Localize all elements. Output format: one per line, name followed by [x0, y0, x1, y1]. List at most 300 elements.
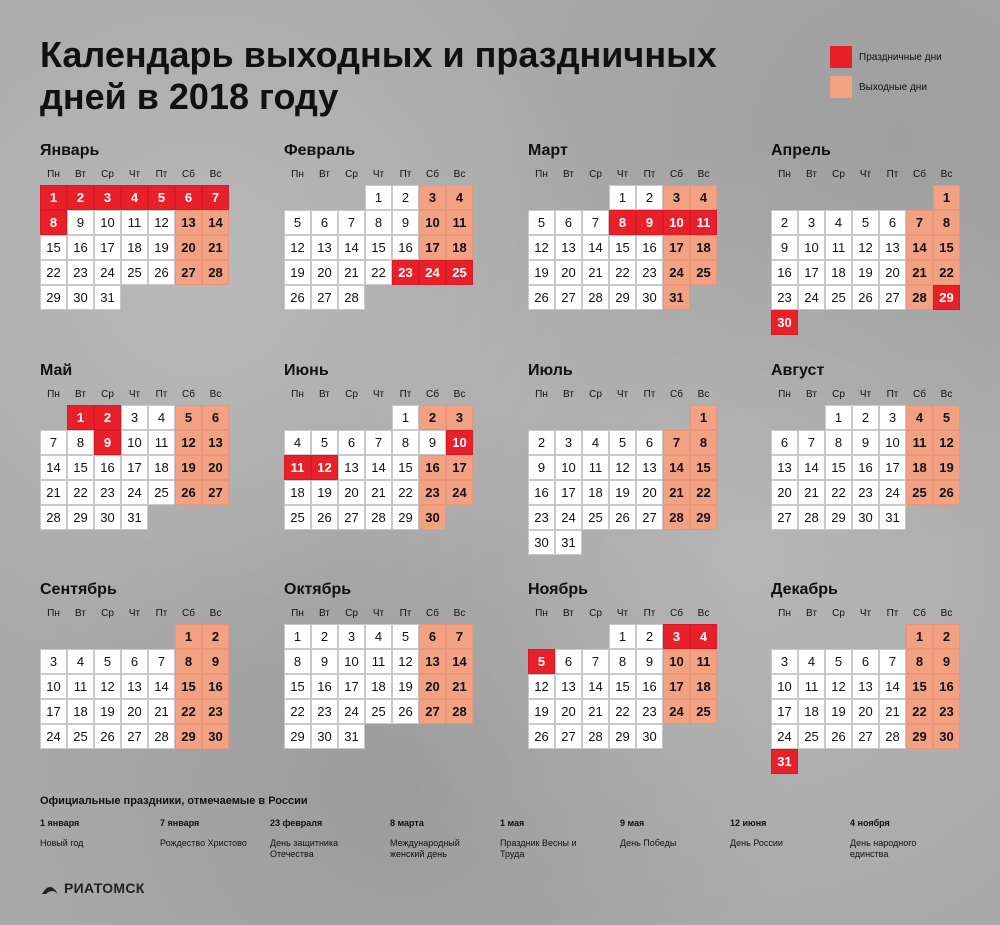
- day-cell-weekend: 16: [419, 455, 446, 480]
- day-cell-holiday: 4: [121, 185, 148, 210]
- day-cell-workday: 16: [94, 455, 121, 480]
- day-cell-workday: 8: [825, 430, 852, 455]
- holiday-item: [160, 818, 255, 849]
- day-cell-workday: 13: [636, 455, 663, 480]
- weekday-label: Вт: [75, 169, 86, 180]
- day-cell-workday: 9: [852, 430, 879, 455]
- day-cell-workday: 5: [852, 210, 879, 235]
- day-cell-workday: 2: [311, 624, 338, 649]
- day-cell-workday: 4: [582, 430, 609, 455]
- empty-cell: [582, 624, 609, 649]
- day-cell-workday: 12: [528, 235, 555, 260]
- day-cell-weekend: 17: [446, 455, 473, 480]
- day-cell-workday: 15: [609, 235, 636, 260]
- day-cell-workday: 25: [121, 260, 148, 285]
- day-cell-workday: 16: [311, 674, 338, 699]
- day-cell-workday: 17: [40, 699, 67, 724]
- holiday-item: [390, 818, 490, 860]
- weekday-label: Сб: [426, 169, 439, 180]
- day-cell-workday: 11: [67, 674, 94, 699]
- day-cell-workday: 14: [879, 674, 906, 699]
- day-cell-workday: 16: [636, 235, 663, 260]
- day-cell-workday: 18: [148, 455, 175, 480]
- day-cell-workday: 29: [392, 505, 419, 530]
- day-cell-holiday: 31: [771, 749, 798, 774]
- day-cell-workday: 18: [825, 260, 852, 285]
- day-cell-workday: 22: [365, 260, 392, 285]
- day-cell-workday: 29: [67, 505, 94, 530]
- weekday-label: Пн: [47, 169, 60, 180]
- day-cell-workday: 24: [798, 285, 825, 310]
- day-cell-workday: 25: [825, 285, 852, 310]
- weekday-header: [284, 167, 484, 185]
- day-cell-weekend: 8: [690, 430, 717, 455]
- holiday-name: Праздник Весны и Труда: [500, 838, 577, 859]
- day-cell-workday: 28: [40, 505, 67, 530]
- day-cell-workday: 17: [555, 480, 582, 505]
- day-cell-holiday: 8: [609, 210, 636, 235]
- day-cell-weekend: 13: [202, 430, 229, 455]
- day-cell-workday: 19: [528, 260, 555, 285]
- weekday-label: Вс: [209, 389, 222, 400]
- weekday-label: Вт: [563, 169, 574, 180]
- empty-cell: [555, 185, 582, 210]
- day-cell-holiday: 3: [94, 185, 121, 210]
- day-cell-weekend: 21: [906, 260, 933, 285]
- day-cell-workday: 15: [284, 674, 311, 699]
- day-cell-workday: 24: [555, 505, 582, 530]
- day-cell-weekend: 9: [933, 649, 960, 674]
- day-grid: [40, 185, 240, 310]
- weekday-label: Сб: [670, 608, 683, 619]
- day-cell-weekend: 15: [175, 674, 202, 699]
- day-cell-workday: 11: [121, 210, 148, 235]
- day-cell-workday: 9: [636, 649, 663, 674]
- day-cell-holiday: 1: [40, 185, 67, 210]
- empty-cell: [284, 405, 311, 430]
- day-cell-workday: 8: [67, 430, 94, 455]
- day-cell-workday: 25: [365, 699, 392, 724]
- day-cell-weekend: 16: [202, 674, 229, 699]
- holiday-name: День России: [730, 838, 783, 848]
- day-cell-holiday: 8: [40, 210, 67, 235]
- holiday-name: День защитника Отечества: [270, 838, 339, 859]
- day-cell-workday: 18: [798, 699, 825, 724]
- weekday-label: Ср: [832, 608, 845, 619]
- weekday-label: Сб: [913, 608, 926, 619]
- day-cell-workday: 16: [67, 235, 94, 260]
- holiday-item: [620, 818, 720, 849]
- day-cell-workday: 5: [825, 649, 852, 674]
- day-cell-workday: 23: [771, 285, 798, 310]
- weekday-label: Пт: [399, 608, 412, 619]
- month-november: [528, 580, 728, 749]
- day-cell-workday: 11: [825, 235, 852, 260]
- day-cell-workday: 26: [392, 699, 419, 724]
- day-cell-workday: 22: [609, 699, 636, 724]
- month-name: Ноябрь: [528, 581, 588, 598]
- day-cell-weekend: 25: [690, 699, 717, 724]
- day-cell-workday: 19: [148, 235, 175, 260]
- holiday-name: Новый год: [40, 838, 84, 848]
- month-name: Октябрь: [284, 581, 352, 598]
- day-cell-holiday: 24: [419, 260, 446, 285]
- day-cell-workday: 15: [365, 235, 392, 260]
- day-cell-workday: 17: [338, 674, 365, 699]
- day-cell-weekend: 3: [663, 185, 690, 210]
- weekday-label: Сб: [182, 169, 195, 180]
- weekday-header: [284, 606, 484, 624]
- day-cell-workday: 17: [121, 455, 148, 480]
- day-cell-weekend: 14: [446, 649, 473, 674]
- weekday-label: Вт: [806, 608, 817, 619]
- day-cell-workday: 13: [852, 674, 879, 699]
- day-cell-workday: 12: [284, 235, 311, 260]
- day-cell-workday: 31: [555, 530, 582, 555]
- day-cell-workday: 9: [67, 210, 94, 235]
- day-cell-weekend: 25: [906, 480, 933, 505]
- day-cell-workday: 22: [392, 480, 419, 505]
- day-cell-workday: 9: [311, 649, 338, 674]
- holiday-item: [500, 818, 595, 860]
- day-cell-workday: 15: [825, 455, 852, 480]
- day-cell-workday: 10: [771, 674, 798, 699]
- weekday-label: Чт: [128, 389, 141, 400]
- legend: [830, 46, 942, 106]
- day-cell-workday: 16: [852, 455, 879, 480]
- day-cell-weekend: 30: [419, 505, 446, 530]
- day-cell-workday: 11: [148, 430, 175, 455]
- weekday-label: Пн: [535, 608, 548, 619]
- weekday-label: Вт: [806, 169, 817, 180]
- holiday-item: [730, 818, 830, 849]
- day-cell-workday: 10: [94, 210, 121, 235]
- day-cell-workday: 6: [636, 430, 663, 455]
- day-cell-workday: 4: [798, 649, 825, 674]
- empty-cell: [311, 185, 338, 210]
- empty-cell: [798, 405, 825, 430]
- day-cell-workday: 11: [365, 649, 392, 674]
- day-cell-weekend: 23: [419, 480, 446, 505]
- weekday-label: Пн: [535, 169, 548, 180]
- empty-cell: [555, 624, 582, 649]
- day-cell-weekend: 11: [906, 430, 933, 455]
- day-cell-workday: 18: [121, 235, 148, 260]
- day-cell-workday: 7: [798, 430, 825, 455]
- day-cell-workday: 19: [392, 674, 419, 699]
- day-cell-weekend: 13: [419, 649, 446, 674]
- day-cell-weekend: 21: [446, 674, 473, 699]
- holiday-date: 1 мая: [500, 818, 525, 828]
- day-cell-holiday: 3: [663, 624, 690, 649]
- day-cell-workday: 10: [338, 649, 365, 674]
- day-cell-workday: 14: [148, 674, 175, 699]
- month-april: [771, 141, 971, 335]
- empty-cell: [284, 185, 311, 210]
- day-cell-weekend: 7: [446, 624, 473, 649]
- day-cell-weekend: 17: [663, 674, 690, 699]
- day-cell-workday: 26: [148, 260, 175, 285]
- day-cell-workday: 4: [148, 405, 175, 430]
- day-cell-workday: 14: [338, 235, 365, 260]
- weekday-label: Пт: [155, 389, 168, 400]
- day-cell-workday: 27: [636, 505, 663, 530]
- weekday-label: Пт: [399, 389, 412, 400]
- holiday-name: День народного единства: [850, 838, 917, 859]
- day-cell-workday: 27: [311, 285, 338, 310]
- weekday-header: [528, 387, 728, 405]
- day-cell-workday: 17: [771, 699, 798, 724]
- day-cell-workday: 11: [582, 455, 609, 480]
- weekday-label: Вс: [209, 169, 222, 180]
- day-cell-workday: 19: [94, 699, 121, 724]
- day-cell-workday: 20: [555, 260, 582, 285]
- day-cell-weekend: 18: [906, 455, 933, 480]
- weekday-label: Чт: [859, 169, 872, 180]
- day-cell-weekend: 23: [933, 699, 960, 724]
- weekday-label: Ср: [589, 169, 602, 180]
- month-name: Март: [528, 142, 568, 159]
- day-cell-workday: 20: [338, 480, 365, 505]
- day-cell-workday: 19: [852, 260, 879, 285]
- day-cell-weekend: 8: [933, 210, 960, 235]
- day-cell-workday: 12: [148, 210, 175, 235]
- empty-cell: [609, 405, 636, 430]
- day-cell-workday: 14: [40, 455, 67, 480]
- day-cell-weekend: 4: [446, 185, 473, 210]
- month-may: [40, 361, 240, 530]
- day-cell-workday: 21: [582, 260, 609, 285]
- weekday-label: Пн: [47, 608, 60, 619]
- day-cell-workday: 23: [528, 505, 555, 530]
- logo-text: РИАТОМСК: [64, 880, 145, 896]
- weekday-label: Вс: [940, 608, 953, 619]
- holiday-name: Рождество Христово: [160, 838, 247, 848]
- weekday-label: Вт: [75, 389, 86, 400]
- day-grid: [284, 624, 484, 749]
- day-cell-workday: 24: [879, 480, 906, 505]
- weekday-label: Ср: [832, 169, 845, 180]
- day-cell-workday: 2: [636, 185, 663, 210]
- day-cell-weekend: 21: [663, 480, 690, 505]
- ria-logo-icon: [40, 878, 60, 898]
- day-cell-holiday: 5: [148, 185, 175, 210]
- day-cell-workday: 4: [825, 210, 852, 235]
- weekday-label: Ср: [589, 608, 602, 619]
- weekday-label: Пт: [886, 608, 899, 619]
- day-cell-workday: 27: [555, 285, 582, 310]
- day-cell-workday: 19: [528, 699, 555, 724]
- day-cell-workday: 14: [582, 674, 609, 699]
- day-cell-workday: 20: [636, 480, 663, 505]
- month-name: Декабрь: [771, 581, 838, 598]
- day-cell-workday: 5: [609, 430, 636, 455]
- day-cell-workday: 26: [284, 285, 311, 310]
- day-cell-holiday: 4: [690, 624, 717, 649]
- holiday-date: 12 июня: [730, 818, 767, 828]
- empty-cell: [771, 185, 798, 210]
- day-cell-workday: 5: [392, 624, 419, 649]
- empty-cell: [663, 405, 690, 430]
- day-cell-weekend: 21: [202, 235, 229, 260]
- day-cell-workday: 23: [311, 699, 338, 724]
- day-cell-workday: 13: [121, 674, 148, 699]
- day-cell-workday: 2: [636, 624, 663, 649]
- day-cell-workday: 17: [879, 455, 906, 480]
- day-cell-workday: 6: [311, 210, 338, 235]
- day-cell-workday: 30: [636, 285, 663, 310]
- day-cell-weekend: 10: [419, 210, 446, 235]
- day-cell-weekend: 15: [690, 455, 717, 480]
- month-august: [771, 361, 971, 530]
- holiday-date: 4 ноября: [850, 818, 890, 828]
- weekday-label: Пт: [886, 389, 899, 400]
- empty-cell: [121, 624, 148, 649]
- day-cell-weekend: 3: [419, 185, 446, 210]
- day-cell-workday: 29: [609, 285, 636, 310]
- legend-weekend-label: Выходные дни: [859, 81, 927, 93]
- holiday-date: 8 марта: [390, 818, 424, 828]
- day-cell-workday: 29: [825, 505, 852, 530]
- day-cell-weekend: 2: [933, 624, 960, 649]
- day-cell-weekend: 1: [690, 405, 717, 430]
- day-cell-workday: 6: [555, 649, 582, 674]
- day-cell-workday: 17: [798, 260, 825, 285]
- day-cell-workday: 22: [284, 699, 311, 724]
- day-cell-workday: 7: [879, 649, 906, 674]
- weekday-label: Чт: [128, 169, 141, 180]
- weekday-label: Вс: [940, 389, 953, 400]
- day-grid: [771, 185, 971, 335]
- day-cell-workday: 20: [555, 699, 582, 724]
- day-grid: [771, 405, 971, 530]
- day-cell-workday: 13: [555, 235, 582, 260]
- day-cell-weekend: 20: [202, 455, 229, 480]
- day-cell-workday: 13: [338, 455, 365, 480]
- empty-cell: [771, 624, 798, 649]
- day-cell-workday: 20: [879, 260, 906, 285]
- day-cell-workday: 27: [852, 724, 879, 749]
- day-cell-weekend: 18: [446, 235, 473, 260]
- weekday-header: [284, 387, 484, 405]
- day-cell-workday: 1: [392, 405, 419, 430]
- empty-cell: [906, 185, 933, 210]
- day-cell-workday: 6: [121, 649, 148, 674]
- holidays-section-title: Официальные праздники, отмечаемые в России: [40, 795, 308, 807]
- weekday-label: Чт: [372, 169, 385, 180]
- day-cell-workday: 19: [609, 480, 636, 505]
- holiday-date: 7 января: [160, 818, 200, 828]
- day-cell-weekend: 22: [906, 699, 933, 724]
- holiday-item: [850, 818, 950, 860]
- day-cell-weekend: 2: [419, 405, 446, 430]
- day-cell-workday: 10: [555, 455, 582, 480]
- day-cell-workday: 1: [365, 185, 392, 210]
- day-cell-weekend: 22: [175, 699, 202, 724]
- day-cell-workday: 12: [392, 649, 419, 674]
- day-cell-workday: 22: [609, 260, 636, 285]
- day-cell-workday: 27: [879, 285, 906, 310]
- day-cell-weekend: 27: [175, 260, 202, 285]
- day-cell-weekend: 29: [906, 724, 933, 749]
- weekday-label: Сб: [182, 608, 195, 619]
- day-cell-weekend: 11: [446, 210, 473, 235]
- legend-holiday-label: Праздничные дни: [859, 51, 942, 63]
- empty-cell: [582, 405, 609, 430]
- day-cell-workday: 29: [609, 724, 636, 749]
- empty-cell: [879, 624, 906, 649]
- weekday-label: Вс: [697, 608, 710, 619]
- day-cell-workday: 26: [852, 285, 879, 310]
- month-march: [528, 141, 728, 310]
- weekday-label: Вс: [940, 169, 953, 180]
- weekday-label: Вс: [453, 389, 466, 400]
- day-cell-weekend: 30: [202, 724, 229, 749]
- day-cell-weekend: 28: [906, 285, 933, 310]
- holiday-name: День Победы: [620, 838, 677, 848]
- day-cell-weekend: 19: [933, 455, 960, 480]
- weekday-label: Пн: [291, 169, 304, 180]
- day-cell-weekend: 7: [663, 430, 690, 455]
- empty-cell: [852, 185, 879, 210]
- weekday-label: Пт: [155, 169, 168, 180]
- day-cell-workday: 23: [636, 260, 663, 285]
- day-cell-holiday: 12: [311, 455, 338, 480]
- day-cell-workday: 14: [798, 455, 825, 480]
- weekday-header: [528, 606, 728, 624]
- weekday-label: Пн: [778, 389, 791, 400]
- day-cell-workday: 28: [148, 724, 175, 749]
- day-cell-workday: 7: [148, 649, 175, 674]
- day-cell-weekend: 13: [175, 210, 202, 235]
- weekday-label: Вс: [697, 389, 710, 400]
- weekday-label: Ср: [101, 169, 114, 180]
- day-cell-weekend: 12: [933, 430, 960, 455]
- legend-weekend: [830, 76, 942, 98]
- day-cell-workday: 21: [40, 480, 67, 505]
- weekday-label: Ср: [832, 389, 845, 400]
- weekday-label: Сб: [670, 169, 683, 180]
- day-cell-workday: 3: [121, 405, 148, 430]
- day-cell-weekend: 17: [419, 235, 446, 260]
- month-june: [284, 361, 484, 530]
- day-cell-workday: 25: [582, 505, 609, 530]
- day-cell-holiday: 10: [663, 210, 690, 235]
- day-cell-workday: 17: [94, 235, 121, 260]
- day-cell-workday: 20: [852, 699, 879, 724]
- day-cell-workday: 15: [67, 455, 94, 480]
- day-cell-workday: 7: [582, 210, 609, 235]
- day-cell-workday: 9: [528, 455, 555, 480]
- day-cell-workday: 13: [879, 235, 906, 260]
- day-cell-weekend: 29: [175, 724, 202, 749]
- day-cell-workday: 18: [67, 699, 94, 724]
- weekday-label: Ср: [101, 608, 114, 619]
- day-cell-weekend: 24: [663, 260, 690, 285]
- day-cell-workday: 12: [852, 235, 879, 260]
- day-cell-weekend: 14: [663, 455, 690, 480]
- holiday-date: 9 мая: [620, 818, 645, 828]
- day-cell-workday: 10: [879, 430, 906, 455]
- day-cell-workday: 6: [771, 430, 798, 455]
- day-cell-workday: 8: [284, 649, 311, 674]
- day-cell-weekend: 15: [933, 235, 960, 260]
- day-cell-weekend: 22: [690, 480, 717, 505]
- day-cell-workday: 12: [528, 674, 555, 699]
- empty-cell: [636, 405, 663, 430]
- day-cell-workday: 29: [40, 285, 67, 310]
- month-october: [284, 580, 484, 749]
